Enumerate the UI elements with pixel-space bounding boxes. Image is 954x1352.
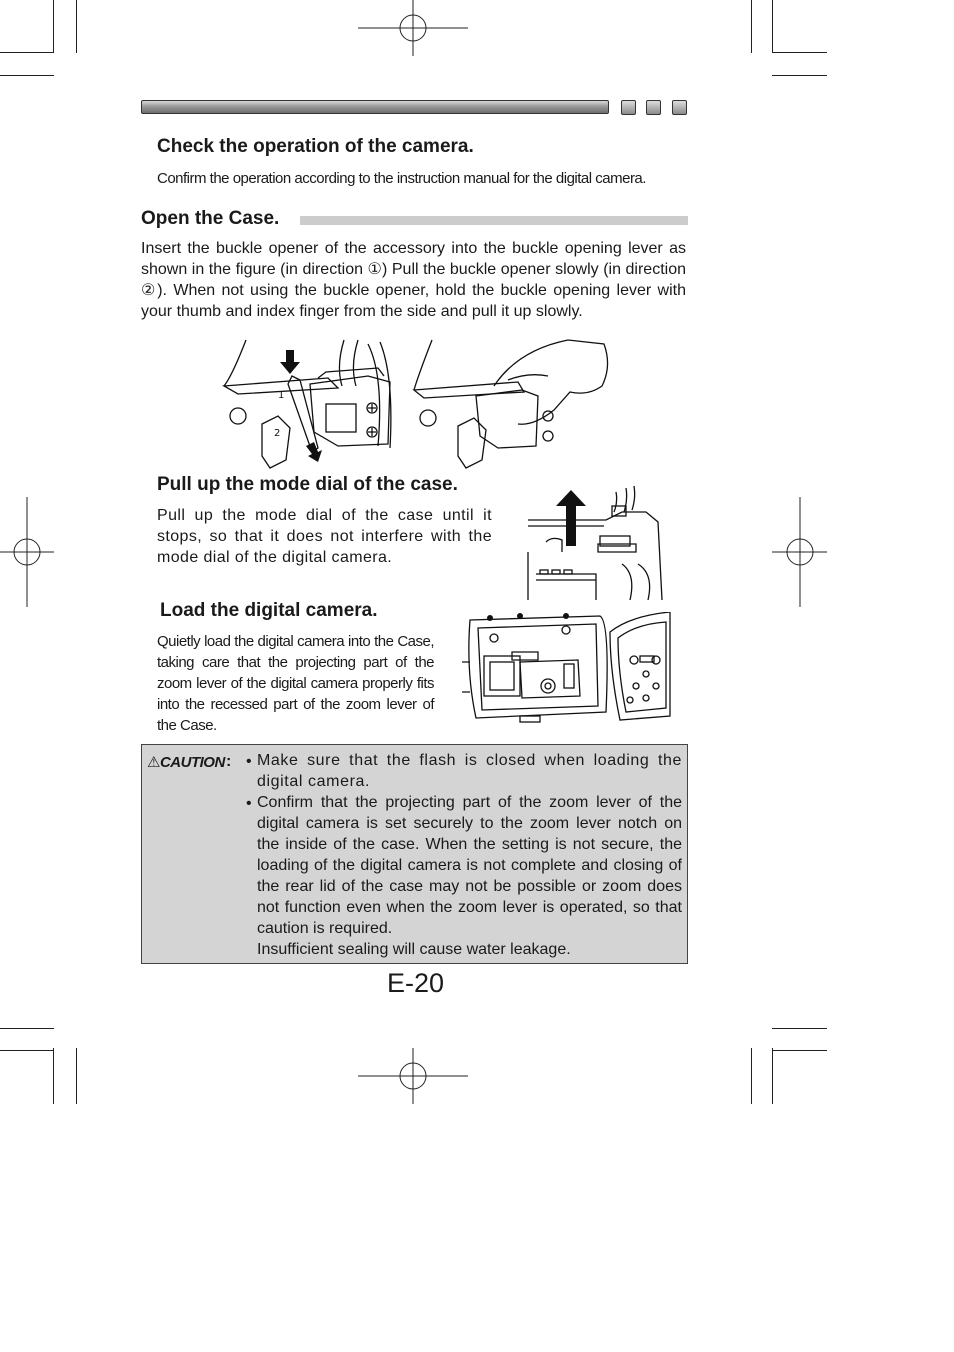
caution-note: Insufficient sealing will cause water leakage. xyxy=(257,941,571,958)
caution-label: CAUTION xyxy=(159,754,225,771)
heading-rule xyxy=(300,216,688,225)
header-square xyxy=(646,100,661,115)
caution-box xyxy=(141,744,688,964)
open-case-heading: Open the Case. xyxy=(141,208,280,229)
caution-item: Make sure that the flash is closed when loading the digital camera. xyxy=(257,752,682,790)
buckle-opener-illustration xyxy=(218,336,618,472)
header-bar xyxy=(141,100,609,114)
mode-dial-illustration xyxy=(526,482,666,600)
warning-triangle-icon: ⚠ xyxy=(147,753,160,771)
page-number: E-20 xyxy=(387,968,445,998)
load-camera-heading: Load the digital camera. xyxy=(160,600,378,621)
open-case-body: Insert the buckle opener of the accessory into the buckle opening lever as shown in the figure (in direction ①) Pull the buckle opener slowly (in direction ②). When not using the buckle opener, hold the buckle opening lever with your thumb and index finger from the side and pull it up slowly. xyxy=(141,240,686,320)
caution-colon: : xyxy=(226,753,232,770)
bullet: • xyxy=(246,795,252,812)
load-camera-illustration xyxy=(460,612,672,724)
mode-dial-body: Pull up the mode dial of the case until it stops, so that it does not interfere with the mode dial of the digital camera. xyxy=(157,507,492,566)
check-body: Confirm the operation according to the instruction manual for the digital camera. xyxy=(157,170,646,187)
caution-label-wrap xyxy=(147,753,225,771)
check-heading: Check the operation of the camera. xyxy=(157,136,474,157)
load-camera-body: Quietly load the digital camera into the Case, taking care that the projecting part of the zoom lever of the digital camera properly fits into the recessed part of the zoom lever of the Case. xyxy=(157,633,434,734)
header-square xyxy=(621,100,636,115)
direction-1-label: 1 xyxy=(278,390,285,401)
header-square xyxy=(672,100,687,115)
caution-item: Confirm that the projecting part of the zoom lever of the digital camera is set securely to the zoom lever notch on the inside of the case. When the setting is not secure, the loading of the digital camera is not complete and closing of the rear lid of the case may not be possible or zoom does not function even when the zoom lever is operated, so that caution is required. xyxy=(257,794,682,937)
mode-dial-heading: Pull up the mode dial of the case. xyxy=(157,474,458,495)
direction-2-label: 2 xyxy=(274,428,281,439)
bullet: • xyxy=(246,753,252,770)
